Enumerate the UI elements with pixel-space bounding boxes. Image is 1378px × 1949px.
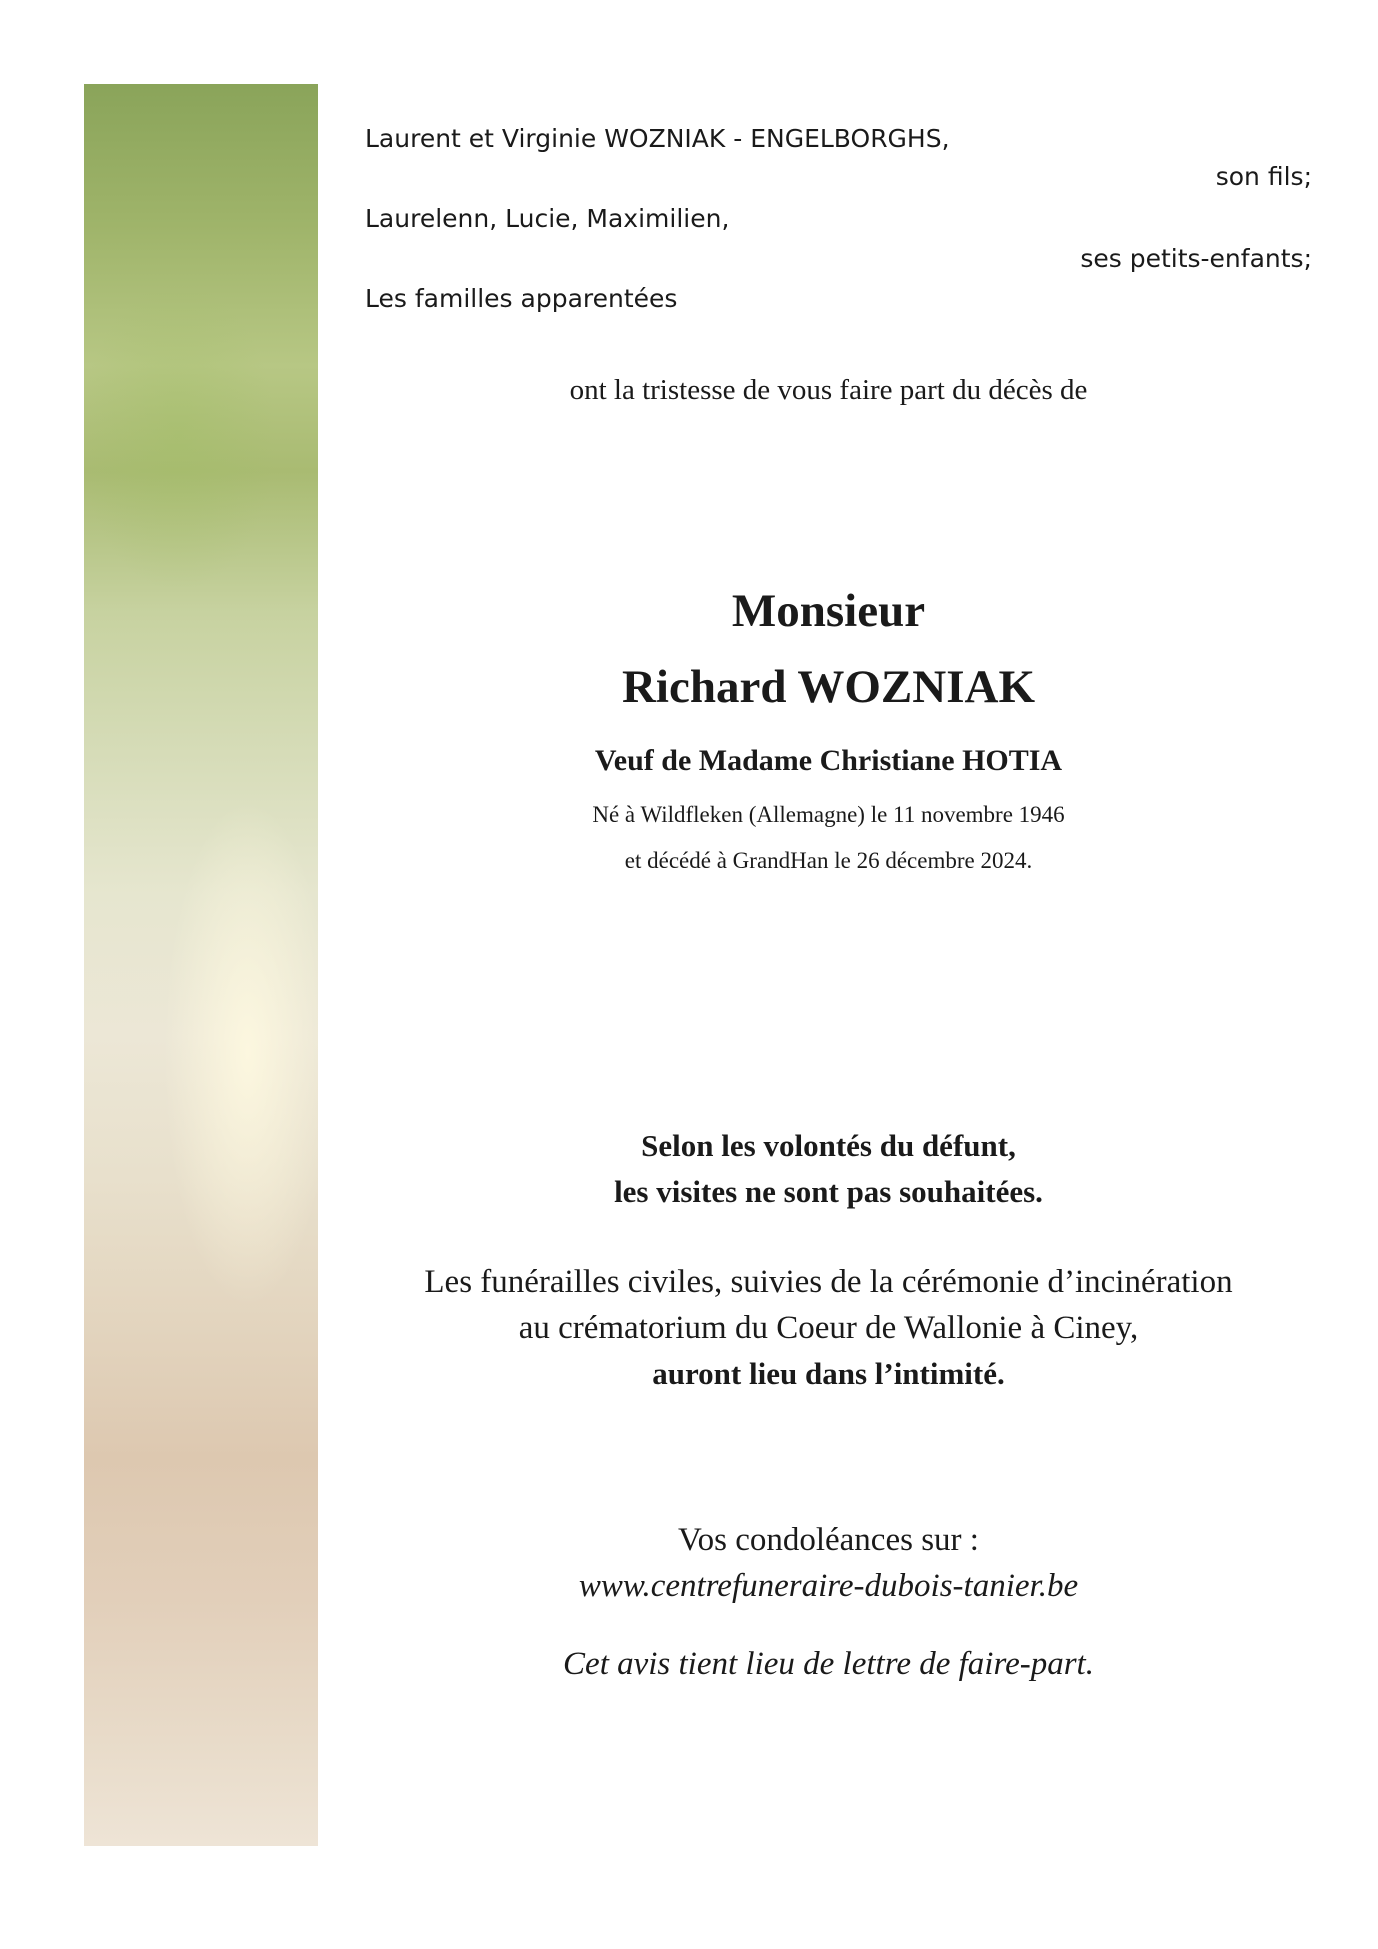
deceased-spouse: Veuf de Madame Christiane HOTIA xyxy=(594,744,1063,777)
condolences-note: Cet avis tient lieu de lettre de faire-part. xyxy=(563,1646,1094,1682)
deceased-name: Richard WOZNIAK xyxy=(621,661,1036,713)
announcement-intro: ont la tristesse de vous faire part du décès de xyxy=(569,374,1088,406)
funeral-line-3: auront lieu dans l’intimité. xyxy=(652,1356,1005,1391)
condolences-label: Vos condoléances sur : xyxy=(678,1522,979,1558)
deceased-birth: Né à Wildfleken (Allemagne) le 11 novembre 1946 xyxy=(592,802,1065,827)
family-son-role: son fils; xyxy=(1215,162,1312,191)
condolences-url[interactable]: www.centrefuneraire-dubois-tanier.be xyxy=(578,1568,1079,1604)
forest-path-image xyxy=(84,84,318,1846)
family-grandchildren-role: ses petits-enfants; xyxy=(1080,244,1312,273)
funeral-line-1: Les funérailles civiles, suivies de la cérémonie d’incinération xyxy=(424,1264,1233,1300)
deceased-death: et décédé à GrandHan le 26 décembre 2024. xyxy=(624,848,1033,873)
wishes-line-1: Selon les volontés du défunt, xyxy=(641,1128,1016,1163)
family-son-names: Laurent et Virginie WOZNIAK - ENGELBORGHS, xyxy=(365,124,950,153)
deceased-title: Monsieur xyxy=(731,585,926,637)
family-relatives: Les familles apparentées xyxy=(365,284,678,313)
wishes-line-2: les visites ne sont pas souhaitées. xyxy=(614,1174,1043,1209)
funeral-line-2: au crématorium du Coeur de Wallonie à Ciney, xyxy=(518,1310,1139,1346)
family-grandchildren-names: Laurelenn, Lucie, Maximilien, xyxy=(365,204,730,233)
